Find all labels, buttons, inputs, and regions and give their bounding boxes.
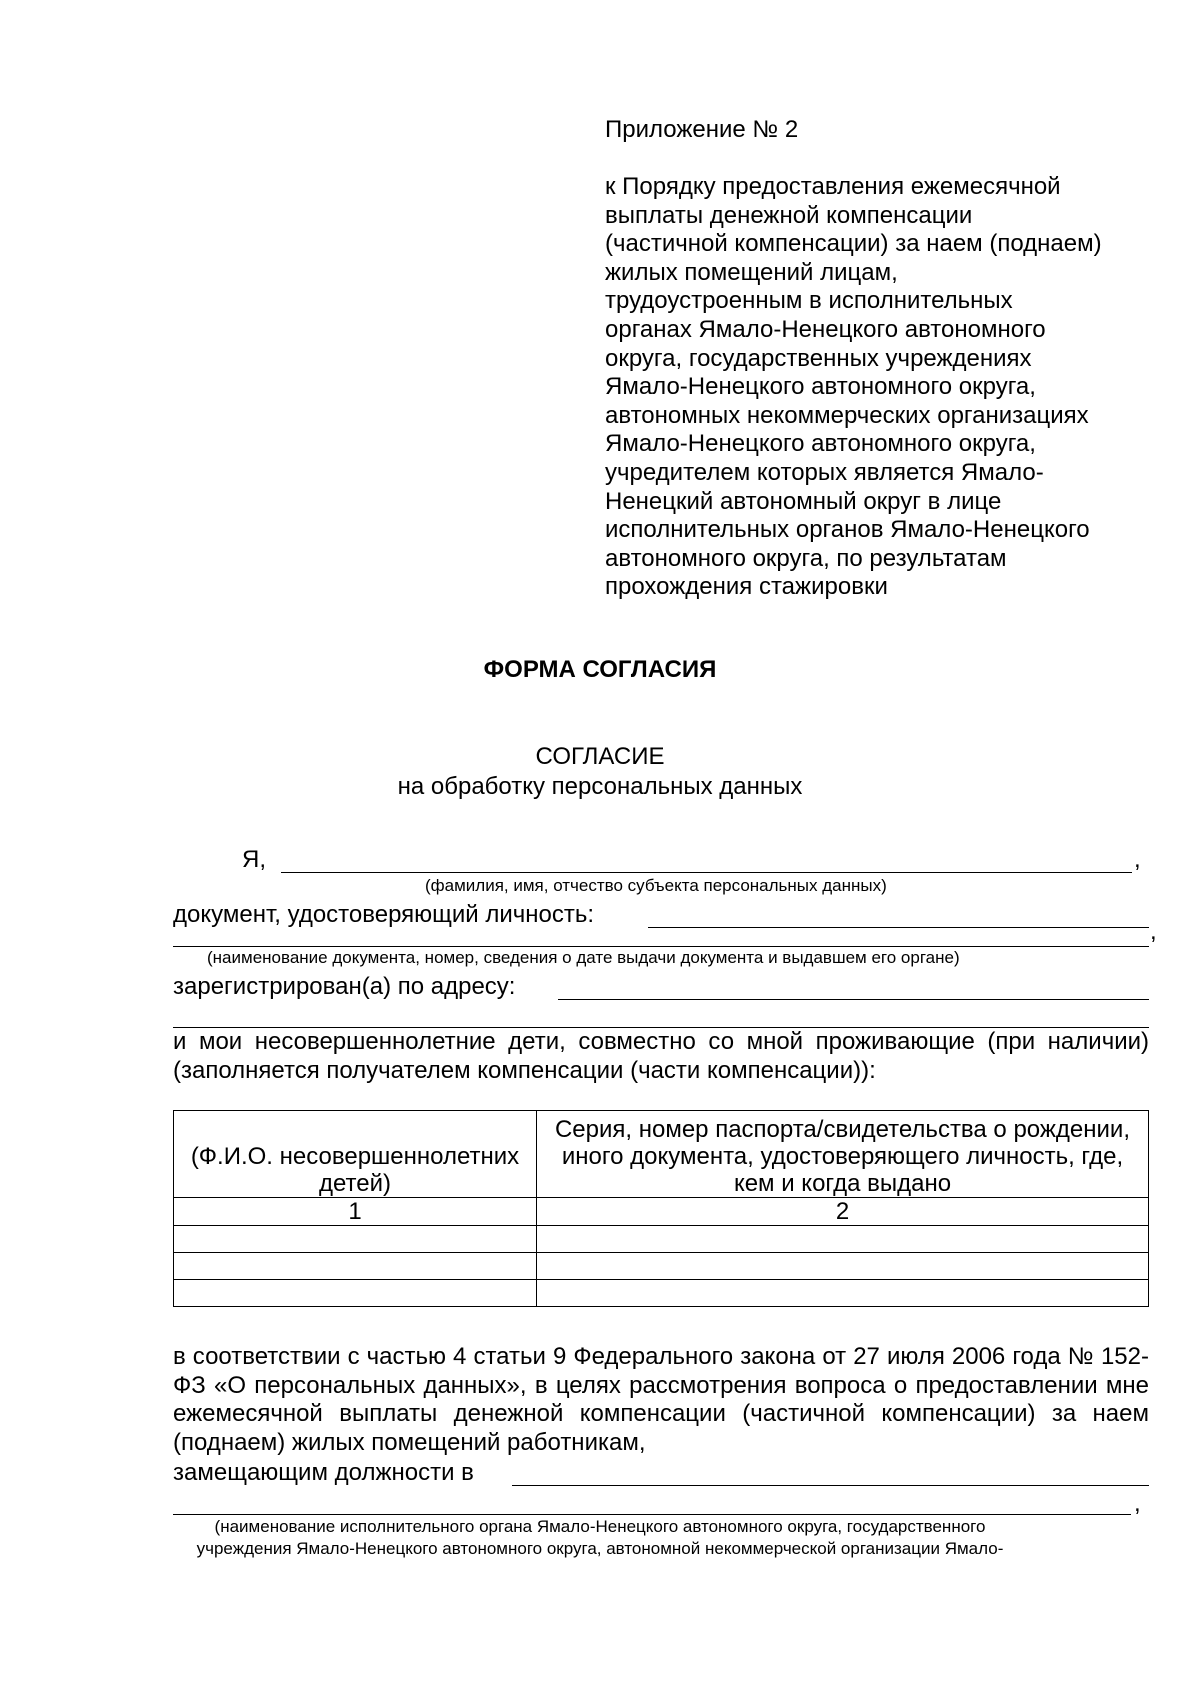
appendix-line: автономных некоммерческих организациях (605, 401, 1089, 429)
appendix-line: учредителем которых является Ямало- (605, 458, 1044, 486)
table-cell[interactable] (537, 1280, 1149, 1307)
doc-caption: (наименование документа, номер, сведения о дате выдачи документа и выдавшем его органе) (207, 948, 960, 967)
consent-subtitle: на обработку персональных данных (397, 773, 803, 800)
table-row (174, 1280, 1149, 1307)
appendix-line: округа, государственных учреждениях (605, 344, 1032, 372)
address-field[interactable] (558, 999, 1149, 1000)
law-last-line: замещающим должности в (173, 1459, 474, 1486)
organization-caption-line1: (наименование исполнительного органа Ямало-Ненецкого автономного округа, государственного (214, 1517, 986, 1536)
i-label: Я, (242, 846, 266, 873)
organization-field[interactable] (512, 1485, 1149, 1486)
table-header-document: Серия, номер паспорта/свидетельства о рождении, иного документа, удостоверяющего личность, где, кем и когда выдано (537, 1111, 1149, 1198)
table-cell[interactable] (537, 1253, 1149, 1280)
table-cell: 2 (537, 1198, 1149, 1226)
table-cell[interactable] (174, 1280, 537, 1307)
appendix-line: к Порядку предоставления ежемесячной (605, 173, 1061, 200)
law-text: в соответствии с частью 4 статьи 9 Федерального закона от 27 июля 2006 года № 152-ФЗ «О персональных данных», в целях рассмотрения вопроса о предоставлении мне ежемесячной выплаты денежной компенсации (частичной компенсации) за наем (поднаем) жилых помещений работникам, (173, 1343, 1149, 1456)
appendix-line: Ямало-Ненецкого автономного округа, (605, 373, 1036, 401)
fio-caption: (фамилия, имя, отчество субъекта персональных данных) (425, 876, 887, 895)
children-text: и мои несовершеннолетние дети, совместно со мной проживающие (при наличии) (заполняется получателем компенсации (части компенсации)): (173, 1028, 1149, 1084)
fio-field[interactable] (281, 872, 1132, 873)
appendix-line: (частичной компенсации) за наем (поднаем) (605, 230, 1102, 258)
consent-title: СОГЛАСИЕ (535, 743, 665, 770)
table-cell: 1 (174, 1198, 537, 1226)
appendix-line: Ямало-Ненецкого автономного округа, (605, 430, 1036, 458)
appendix-line: органах Ямало-Ненецкого автономного (605, 315, 1046, 343)
table-row (174, 1253, 1149, 1280)
appendix-line: выплаты денежной компенсации (605, 201, 973, 229)
table-cell[interactable] (537, 1226, 1149, 1253)
appendix-line: прохождения стажировки (605, 573, 888, 601)
appendix-line: Ненецкий автономный округ в лице (605, 487, 1002, 515)
table-number-row (174, 1198, 1149, 1226)
appendix-title: Приложение № 2 (605, 116, 799, 143)
appendix-line: автономного округа, по результатам (605, 544, 1007, 572)
table-cell[interactable] (174, 1253, 537, 1280)
table-header-fio: (Ф.И.О. несовершеннолетних детей) (174, 1111, 537, 1198)
doc-label: документ, удостоверяющий личность: (173, 901, 595, 928)
organization-caption-line2: учреждения Ямало-Ненецкого автономного округа, автономной некоммерческой организации Ямало- (196, 1539, 1004, 1558)
children-table (173, 1110, 1149, 1307)
address-label: зарегистрирован(а) по адресу: (173, 973, 516, 1000)
organization-comma: , (1134, 1490, 1141, 1517)
table-row (174, 1226, 1149, 1253)
fio-comma: , (1134, 846, 1141, 873)
doc-field[interactable] (648, 927, 1149, 928)
appendix-line: трудоустроенным в исполнительных (605, 287, 1013, 315)
appendix-line: жилых помещений лицам, (605, 258, 898, 286)
doc-comma: , (1150, 918, 1157, 945)
appendix-body (605, 173, 1165, 602)
table-cell[interactable] (174, 1226, 537, 1253)
organization-field-line2[interactable] (173, 1514, 1131, 1515)
table-header-row (174, 1111, 1149, 1198)
appendix-line: исполнительных органов Ямало-Ненецкого (605, 516, 1090, 544)
form-title: ФОРМА СОГЛАСИЯ (483, 656, 717, 683)
